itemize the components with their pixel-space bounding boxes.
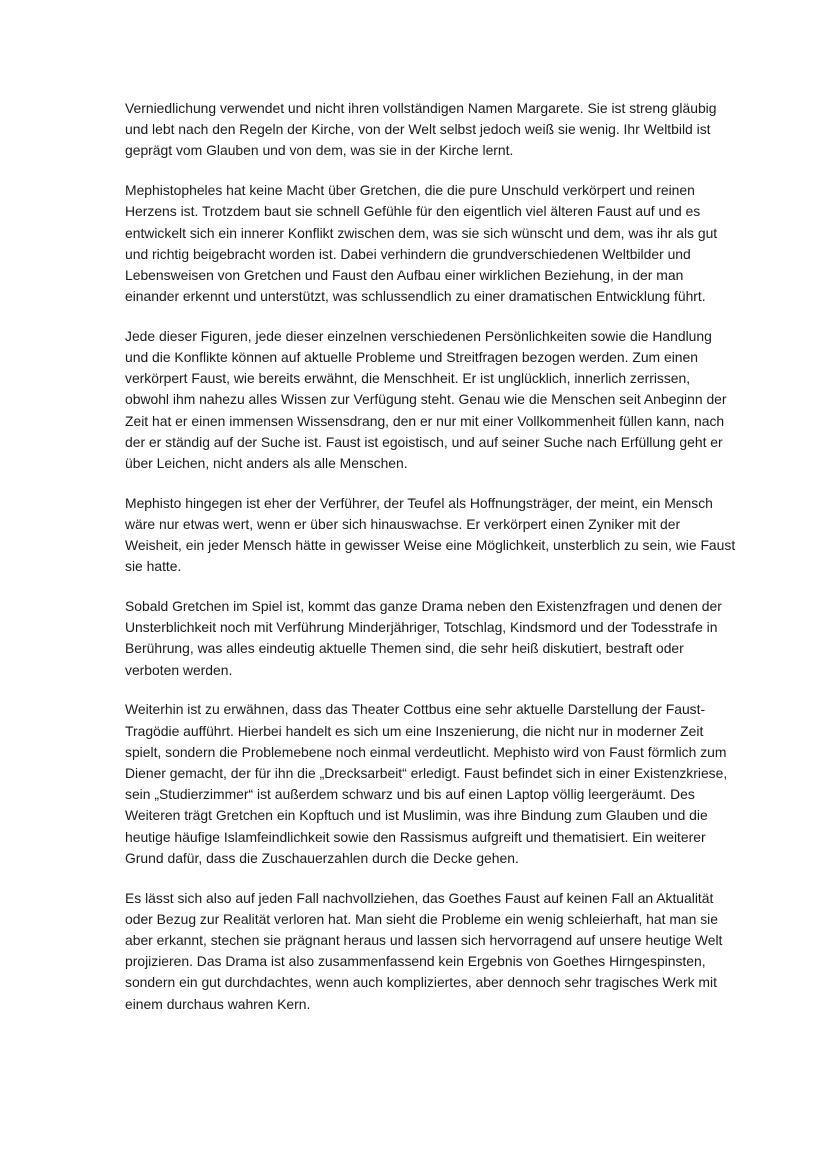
paragraph: Verniedlichung verwendet und nicht ihren vollständigen Namen Margarete. Sie ist streng gläubig und lebt nach den Regeln der Kirche, von der Welt selbst jedoch weiß sie wenig. Ihr Weltbild ist geprägt vom Glauben und von dem, was sie in der Kirche lernt. xyxy=(125,100,717,159)
paragraph: Weiterhin ist zu erwähnen, dass das Theater Cottbus eine sehr aktuelle Darstellung der Faust-Tragödie aufführt. Hierbei handelt es sich um eine Inszenierung, die nicht nur in moderner Zeit spielt, sondern die Problemebene noch einmal verdeutlicht. Mephisto wird von Faust förmlich zum Diener gemacht, der für ihn die „Drecksarbeit“ erledigt. Faust befindet sich in einer Existenzkriese, sein „Studierzimmer“ ist außerdem schwarz und bis auf einen Laptop völlig leergeräumt. Des Weiteren trägt Gretchen ein Kopftuch und ist Muslimin, was ihre Bindung zum Glauben und die heutige häufige Islamfeindlichkeit sowie den Rassismus aufgreift und thematisiert. Ein weiterer Grund dafür, dass die Zuschauerzahlen durch die Decke gehen. xyxy=(125,701,728,866)
paragraph: Sobald Gretchen im Spiel ist, kommt das ganze Drama neben den Existenzfragen und denen der Unsterblichkeit noch mit Verführung Minderjähriger, Totschlag, Kindsmord und der Todesstrafe in Berührung, was alles eindeutig aktuelle Themen sind, die sehr heiß diskutiert, bestraft oder verboten werden. xyxy=(125,598,722,678)
paragraph: Mephisto hingegen ist eher der Verführer, der Teufel als Hoffnungsträger, der meint, ein Mensch wäre nur etwas wert, wenn er über sich hinauswachse. Er verkörpert einen Zyniker mit der Weisheit, ein jeder Mensch hätte in gewisser Weise eine Möglichkeit, unsterblich zu sein, wie Faust sie hatte. xyxy=(125,494,736,575)
paragraph: Mephistopheles hat keine Macht über Gretchen, die die pure Unschuld verkörpert und reinen Herzens ist. Trotzdem baut sie schnell Gefühle für den eigentlich viel älteren Faust auf und es entwickelt sich ein innerer Konflikt zwischen dem, was sie sich wünscht und dem, was ihr als gut und richtig beigebracht worden ist. Dabei verhindern die grundverschiedenen Weltbilder und Lebensweisen von Gretchen und Faust den Aufbau einer wirklichen Beziehung, in der man einander erkennt und unterstützt, was schlussendlich zu einer dramatischen Entwicklung führt. xyxy=(125,182,718,305)
paragraph: Es lässt sich also auf jeden Fall nachvollziehen, das Goethes Faust auf keinen Fall an Aktualität oder Bezug zur Realität verloren hat. Man sieht die Probleme ein wenig schleierhaft, hat man sie aber erkannt, stechen sie prägnant heraus und lassen sich hervorragend auf unsere heutige Welt projizieren. Das Drama ist also zusammenfassend kein Ergebnis von Goethes Hirngespinsten, sondern ein gut durchdachtes, wenn auch kompliziertes, aber dennoch sehr tragisches Werk mit einem durchaus wahren Kern. xyxy=(125,889,723,1012)
document-body xyxy=(125,98,737,1015)
paragraph: Jede dieser Figuren, jede dieser einzelnen verschiedenen Persönlichkeiten sowie die Handlung und die Konflikte können auf aktuelle Probleme und Streitfragen bezogen werden. Zum einen verkörpert Faust, wie bereits erwähnt, die Menschheit. Er ist unglücklich, innerlich zerrissen, obwohl ihm nahezu alles Wissen zur Verfügung steht. Genau wie die Menschen seit Anbeginn der Zeit hat er einen immensen Wissensdrang, den er nur mit einer Vollkommenheit füllen kann, nach der er ständig auf der Suche ist. Faust ist egoistisch, und auf seiner Suche nach Erfüllung geht er über Leichen, nicht anders als alle Menschen. xyxy=(125,327,727,472)
